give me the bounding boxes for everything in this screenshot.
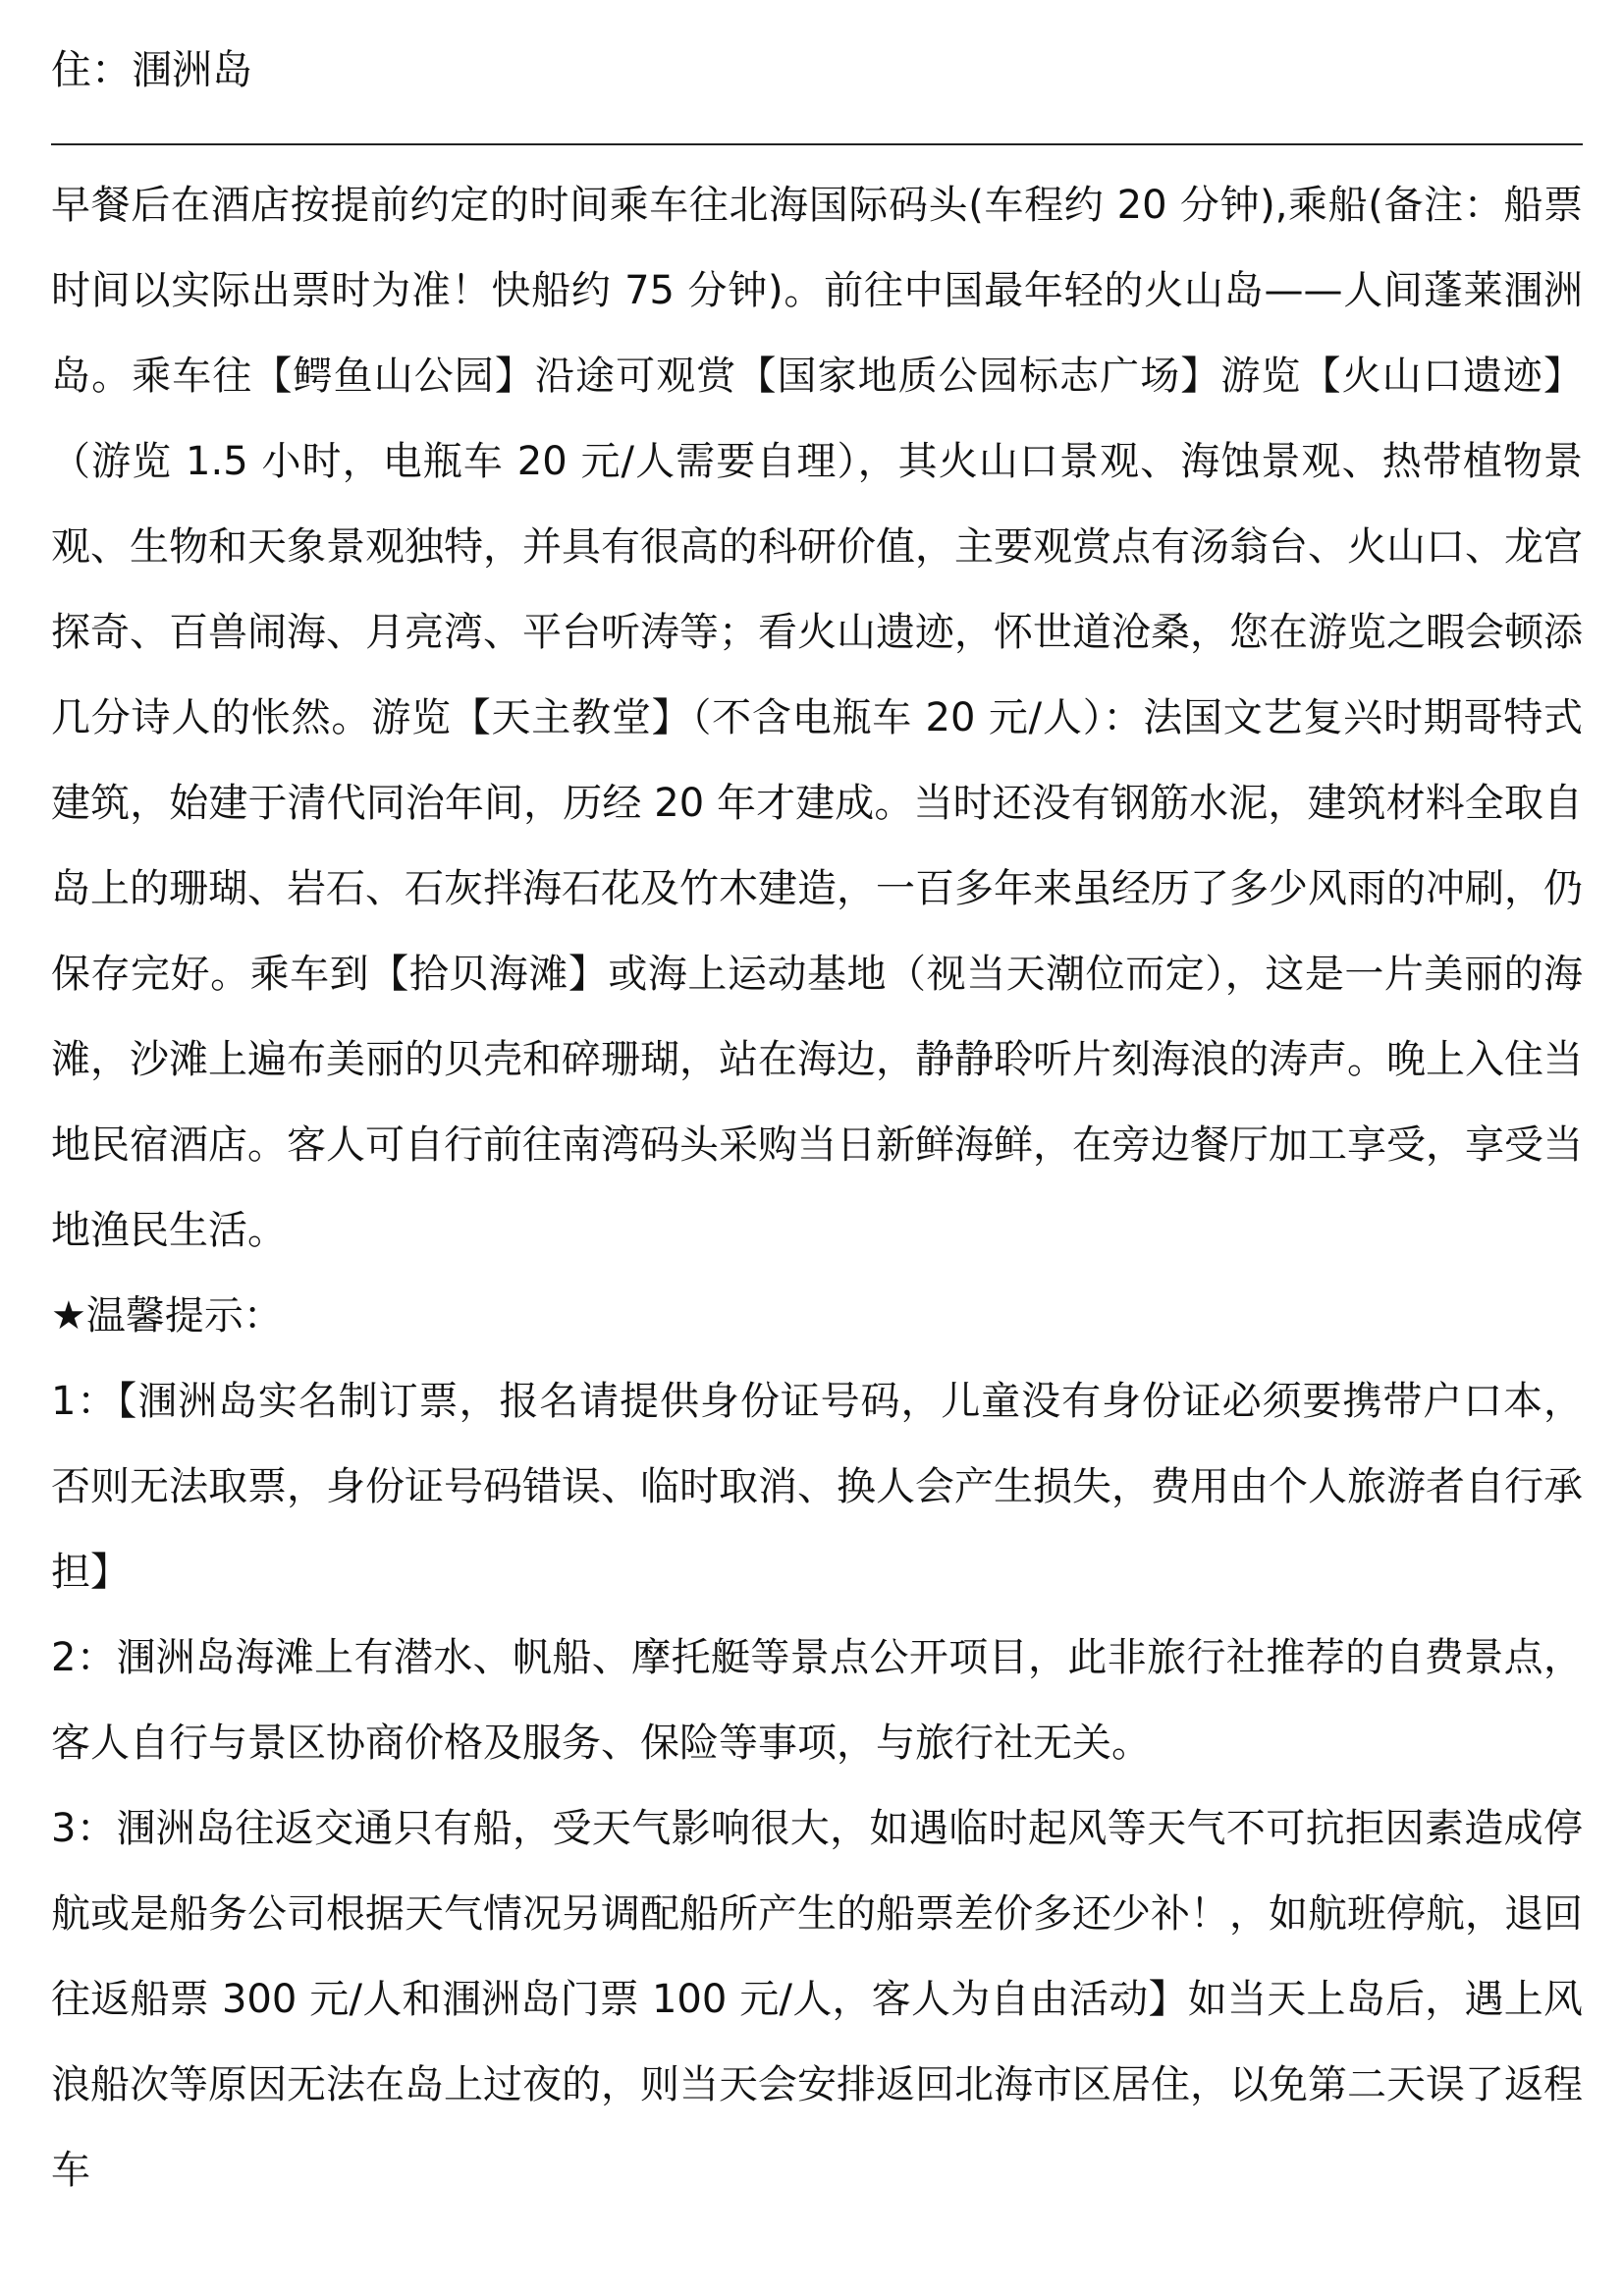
tips-heading: ★温馨提示： — [51, 1293, 283, 1339]
tip-item-2: 2：涠洲岛海滩上有潜水、帆船、摩托艇等景点公开项目，此非旅行社推荐的自费景点，客人自行与景区协商价格及服务、保险等事项，与旅行社无关。 — [51, 1635, 1583, 1766]
itinerary-paragraph: 早餐后在酒店按提前约定的时间乘车往北海国际码头(车程约 20 分钟),乘船(备注：船票时间以实际出票时为准！快船约 75 分钟)。前往中国最年轻的火山岛——人间蓬莱涠洲岛。乘车往【鳄鱼山公园】沿途可观赏【国家地质公园标志广场】游览【火山口遗迹】（游览 1.5 小时，电瓶车 20 元/人需要自理），其火山口景观、海蚀景观、热带植物景观、生物和天象景观独特，并具有很高的科研价值，主要观赏点有汤翁台、火山口、龙宫探奇、百兽闹海、月亮湾、平台听涛等；看火山遗迹，怀世道沧桑，您在游览之暇会顿添几分诗人的怅然。游览【天主教堂】（不含电瓶车 20 元/人）：法国文艺复兴时期哥特式建筑，始建于清代同治年间，历经 20 年才建成。当时还没有钢筋水泥，建筑材料全取自岛上的珊瑚、岩石、石灰拌海石花及竹木建造，一百多年来虽经历了多少风雨的冲刷，仍保存完好。乘车到【拾贝海滩】或海上运动基地（视当天潮位而定），这是一片美丽的海滩，沙滩上遍布美丽的贝壳和碎珊瑚，站在海边，静静聆听片刻海浪的涛声。晚上入住当地民宿酒店。客人可自行前往南湾码头采购当日新鲜海鲜，在旁边餐厅加工享受，享受当地渔民生活。 — [51, 183, 1583, 1253]
itinerary-body — [51, 163, 1583, 2214]
tip-item-3: 3：涠洲岛往返交通只有船，受天气影响很大，如遇临时起风等天气不可抗拒因素造成停航或是船务公司根据天气情况另调配船所产生的船票差价多还少补！，如航班停航，退回往返船票 300 元/人和涠洲岛门票 100 元/人，客人为自由活动】如当天上岛后，遇上风浪船次等原因无法在岛上过夜的，则当天会安排返回北海市区居住，以免第二天误了返程车 — [51, 1806, 1583, 2193]
accommodation-line: 住：涠洲岛 — [51, 46, 252, 93]
divider-line — [51, 143, 1583, 145]
tip-item-1: 1：【涠洲岛实名制订票，报名请提供身份证号码，儿童没有身份证必须要携带户口本，否则无法取票，身份证号码错误、临时取消、换人会产生损失，费用由个人旅游者自行承担】 — [51, 1379, 1583, 1595]
